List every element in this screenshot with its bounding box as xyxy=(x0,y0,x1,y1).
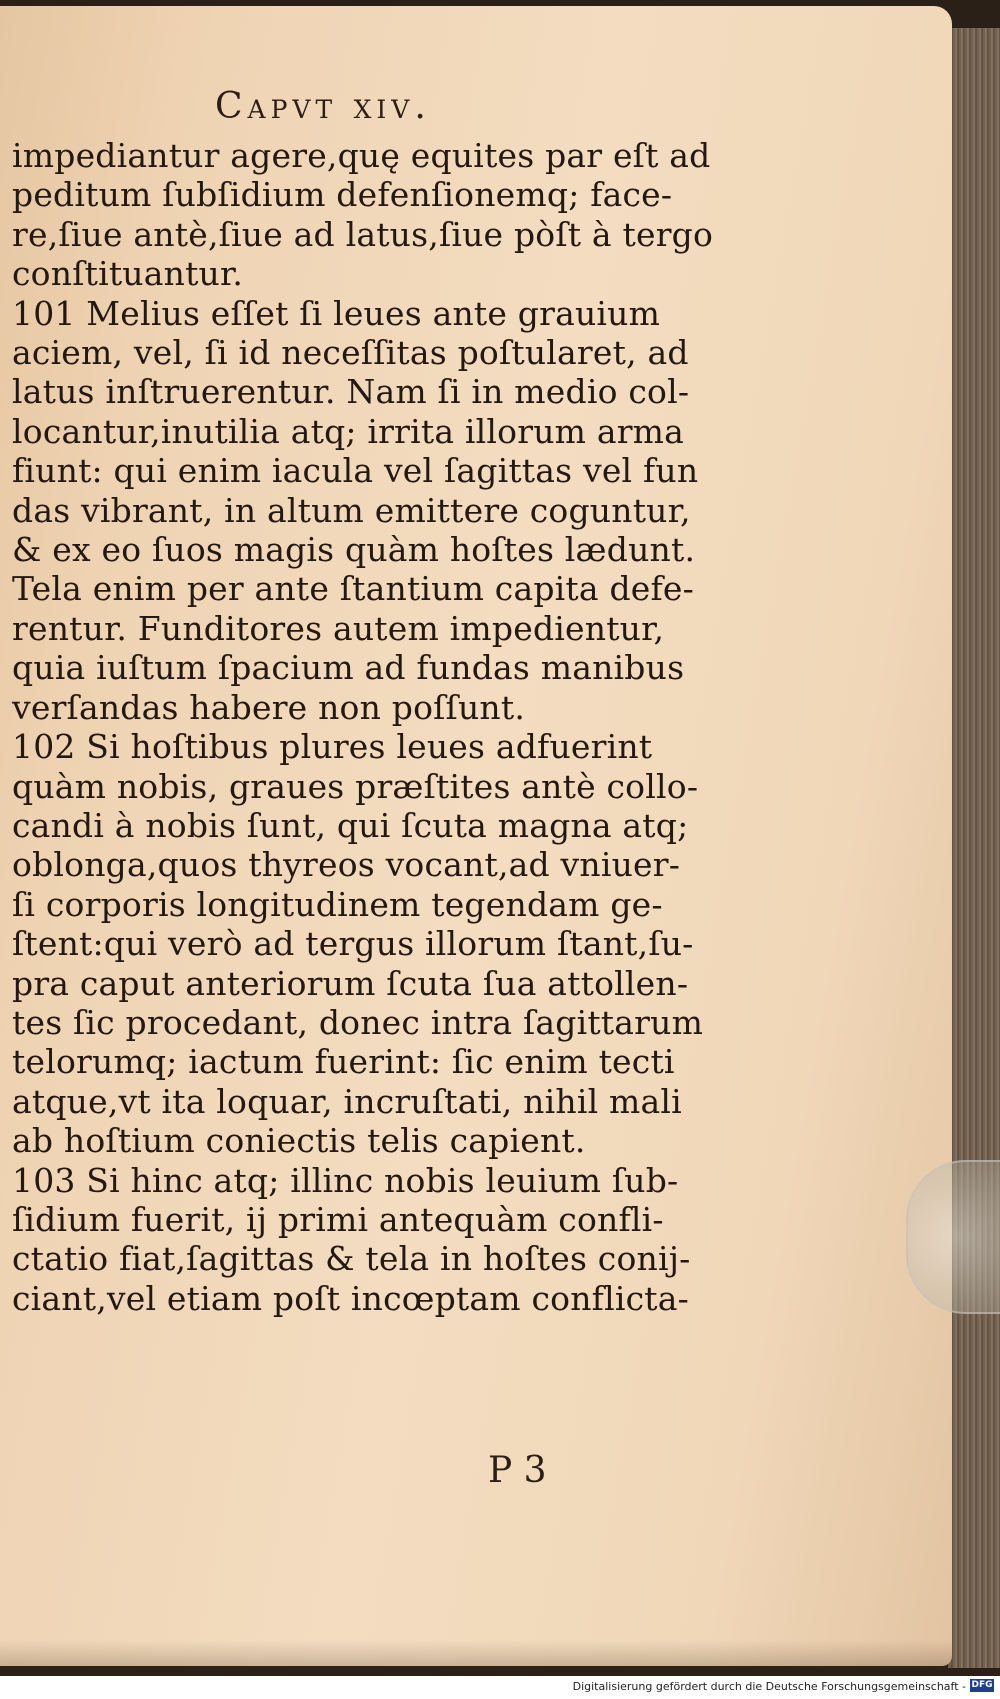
text-line: 102 Si hoſtibus plures leues adfuerint xyxy=(12,727,653,767)
text-line: ſi corporis longitudinem tegendam ge- xyxy=(12,884,663,924)
text-line: telorumq; iactum fuerint: ſic enim tecti xyxy=(12,1042,675,1082)
text-line: verſandas habere non poſſunt. xyxy=(12,687,526,727)
text-line: fiunt: qui enim iacula vel ſagittas vel fun xyxy=(12,451,699,491)
text-line: quàm nobis, graues præſtites antè collo- xyxy=(12,766,699,806)
text-line: locantur,inutilia atq; irrita illorum arma xyxy=(12,411,685,451)
text-line: re,ſiue antè,ſiue ad latus,ſiue pòſt à tergo xyxy=(12,214,714,254)
text-line: conſtituantur. xyxy=(12,254,244,294)
text-line: 101 Melius eſſet ſi leues ante grauium xyxy=(12,293,661,333)
text-line: oblonga,quos thyreos vocant,ad vniuer- xyxy=(12,845,681,885)
dfg-logo-icon: DFG xyxy=(971,1680,993,1690)
text-line: ab hoſtium coniectis telis capient. xyxy=(12,1121,586,1161)
text-line: ctatio fiat,ſagittas & tela in hoſtes conij- xyxy=(12,1239,691,1279)
text-line: peditum ſubſidium defenſionemq; face- xyxy=(12,175,673,215)
text-line: impediantur agere,quę equites par eſt ad xyxy=(12,136,711,175)
text-line: rentur. Funditores autem impedientur, xyxy=(12,608,665,648)
running-head: Capvt xiv. xyxy=(215,86,431,127)
text-line: 103 Si hinc atq; illinc nobis leuium ſub- xyxy=(12,1160,679,1200)
text-line: das vibrant, in altum emittere coguntur, xyxy=(12,490,691,530)
text-line: aciem, vel, ſi id neceſſitas poſtularet, ad xyxy=(12,333,689,373)
footer-credit: Digitalisierung gefördert durch die Deutsche Forschungsgemeinschaft - xyxy=(572,1680,966,1693)
signature-mark: P 3 xyxy=(488,1450,547,1491)
text-line: tes ſic procedant, donec intra ſagittarum xyxy=(12,1002,704,1042)
text-line: candi à nobis ſunt, qui ſcuta magna atq; xyxy=(12,805,689,845)
text-line: ciant,vel etiam poſt incœptam conflicta- xyxy=(12,1278,689,1318)
page-shadow xyxy=(0,1640,952,1670)
text-line: pra caput anteriorum ſcuta ſua attollen- xyxy=(12,963,689,1003)
page-body xyxy=(12,136,742,1318)
text-line: ſtent:qui verò ad tergus illorum ſtant,ſu- xyxy=(12,924,694,964)
book-page-edges xyxy=(948,28,1000,1668)
text-line: atque,vt ita loquar, incruſtati, nihil mali xyxy=(12,1081,682,1121)
page-clip xyxy=(906,1160,1000,1314)
text-line: ſidium fuerit, ij primi antequàm confli- xyxy=(12,1199,664,1239)
text-line: Tela enim per ante ſtantium capita defe- xyxy=(12,569,695,609)
text-line: latus inſtruerentur. Nam ſi in medio col- xyxy=(12,372,690,412)
text-line: & ex eo ſuos magis quàm hoſtes lædunt. xyxy=(12,530,696,570)
text-line: quia iuſtum ſpacium ad fundas manibus xyxy=(12,648,685,688)
